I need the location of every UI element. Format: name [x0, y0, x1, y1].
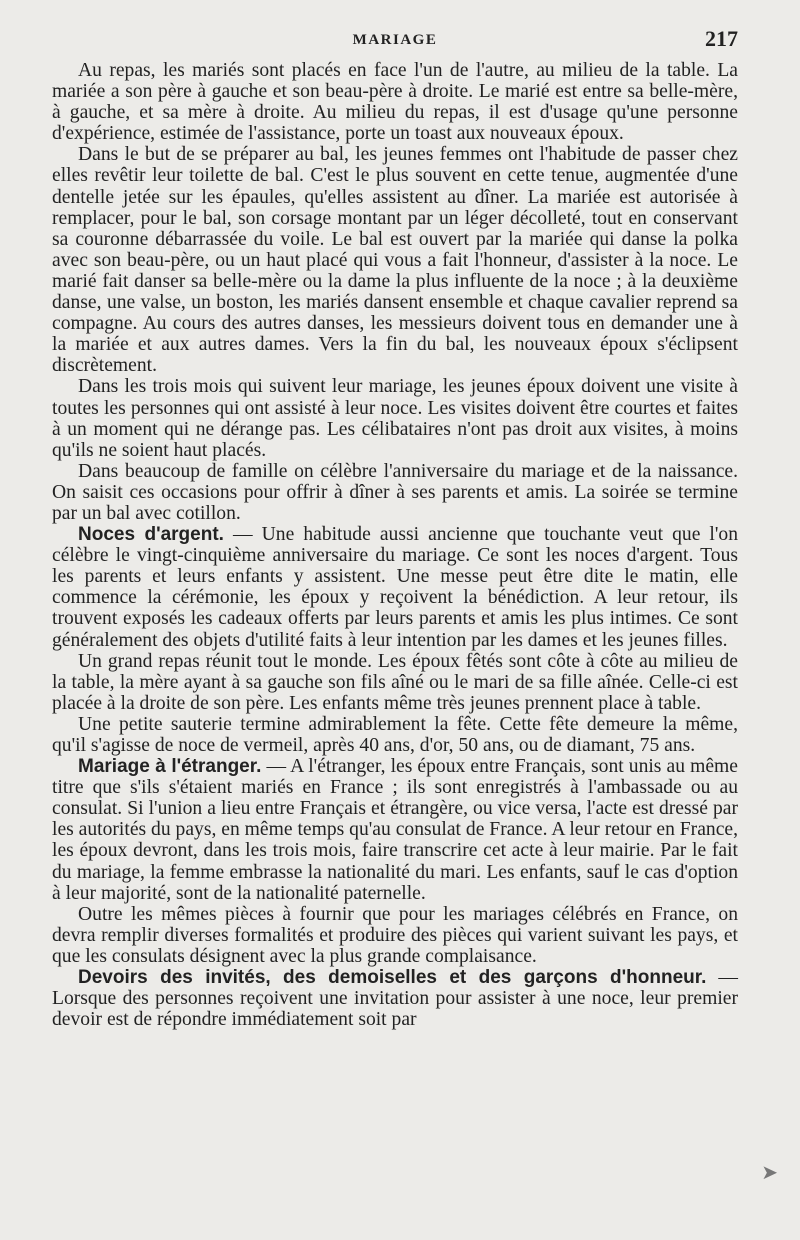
body-text — [52, 60, 738, 1030]
paragraph — [52, 651, 738, 714]
paragraph-text: Une petite sauterie termine admirablement la fête. Cette fête demeure la même, qu'il s'agisse de noce de vermeil, après 40 ans, d'or, 50 ans, ou de diamant, 75 ans. — [52, 713, 738, 756]
paragraph — [52, 756, 738, 904]
paragraph — [52, 967, 738, 1030]
paragraph — [52, 461, 738, 524]
section-heading-mariage-etranger: Mariage à l'étranger. — [78, 756, 262, 778]
paragraph-text: Dans les trois mois qui suivent leur mariage, les jeunes époux doivent une visite à toutes les personnes qui ont assisté à leur noce. Les visites doivent être courtes et faites à un moment qui ne dérange pas. Les célibataires n'ont pas droit aux visites, à moins qu'ils ne soient haut placés. — [52, 376, 738, 461]
running-title: MARIAGE — [352, 32, 438, 48]
section-heading-devoirs-invites: Devoirs des invités, des demoiselles et des garçons d'honneur. — [78, 967, 707, 989]
paragraph-text: Outre les mêmes pièces à fournir que pour les mariages célébrés en France, on devra remplir diverses formalités et produire des pièces qui varient suivant les pays, et que les consulats désignent avec la plus grande complaisance. — [52, 903, 738, 967]
paragraph-text: Au repas, les mariés sont placés en face l'un de l'autre, au milieu de la table. La mariée a son père à gauche et son beau-père à droite. Le marié est entre sa belle-mère, à gauche, et sa mère à droite. Au milieu du repas, il est d'usage qu'une personne d'expérience, estimée de l'assistance, porte un toast aux nouveaux époux. — [52, 60, 738, 145]
paragraph — [52, 144, 738, 376]
page-turn-arrow-icon: ➤ — [761, 1162, 778, 1184]
paragraph-text: Un grand repas réunit tout le monde. Les époux fêtés sont côte à côte au milieu de la table, la mère ayant à sa gauche son fils aîné ou le mari de sa fille aînée. Celle-ci est placée à la droite de son père. Les enfants même très jeunes prennent place à table. — [52, 650, 738, 714]
paragraph-text: — Lorsque des personnes reçoivent une invitation pour assister à une noce, leur premier devoir est de répondre immédiatement soit par — [52, 967, 738, 1031]
paragraph — [52, 714, 738, 756]
paragraph-text: Dans le but de se préparer au bal, les jeunes femmes ont l'habitude de passer chez elles revêtir leur toilette de bal. C'est le plus souvent en cette tenue, augmentée d'une dentelle jetée sur les épaules, qu'elles assistent au dîner. La mariée est autorisée à remplacer, pour le bal, son corsage montant par un léger décolleté, tout en conservant sa couronne débarrassée du voile. Le bal est ouvert par la mariée qui danse la polka avec son beau-père, ou un haut placé qui vous a fait l'honneur, d'assister à la noce. Le marié fait danser sa belle-mère ou la dame la plus influente de la noce ; à la deuxième danse, une valse, un boston, les mariés dansent ensemble et chaque cavalier reprend sa compagne. Au cours des autres danses, les messieurs doivent tous en demander une à la mariée et aux autres dames. Vers la fin du bal, les nouveaux époux s'éclipsent discrètement. — [52, 144, 738, 377]
paragraph — [52, 524, 738, 651]
paragraph-text: — Une habitude aussi ancienne que touchante veut que l'on célèbre le vingt-cinquième anniversaire du mariage. Ce sont les noces d'argent. Tous les parents et leurs enfants y assistent. Une messe peut être dite le matin, elle commence la cérémonie, les époux y reçoivent la bénédiction. A leur retour, ils trouvent exposés les cadeaux offerts par leurs parents et amis les plus intimes. Ce sont généralement des objets d'utilité faits à leur intention par les dames et les jeunes filles. — [52, 524, 739, 651]
paragraph — [52, 60, 738, 144]
paragraph-text: Dans beaucoup de famille on célèbre l'anniversaire du mariage et de la naissance. On saisit ces occasions pour offrir à dîner à ses parents et amis. La soirée se termine par un bal avec cotillon. — [52, 460, 738, 524]
paragraph — [52, 904, 738, 967]
running-head — [52, 26, 738, 54]
paragraph — [52, 376, 738, 460]
section-heading-noces-argent: Noces d'argent. — [78, 524, 224, 546]
paragraph-text: — A l'étranger, les époux entre Français, sont unis au même titre que s'ils s'étaient mariés en France ; ils sont enregistrés à l'ambassade ou au consulat. Si l'union a lieu entre Français et étrangère, ou vice versa, l'acte est dressé par les autorités du pays, en même temps qu'au consulat de France. A leur retour en France, les époux devront, dans les trois mois, faire transcrire cet acte à leur mairie. Par le fait du mariage, la femme embrasse la nationalité du mari. Les enfants, sauf le cas d'option à leur majorité, sont de la nationalité paternelle. — [52, 756, 738, 904]
page-number: 217 — [705, 26, 738, 51]
